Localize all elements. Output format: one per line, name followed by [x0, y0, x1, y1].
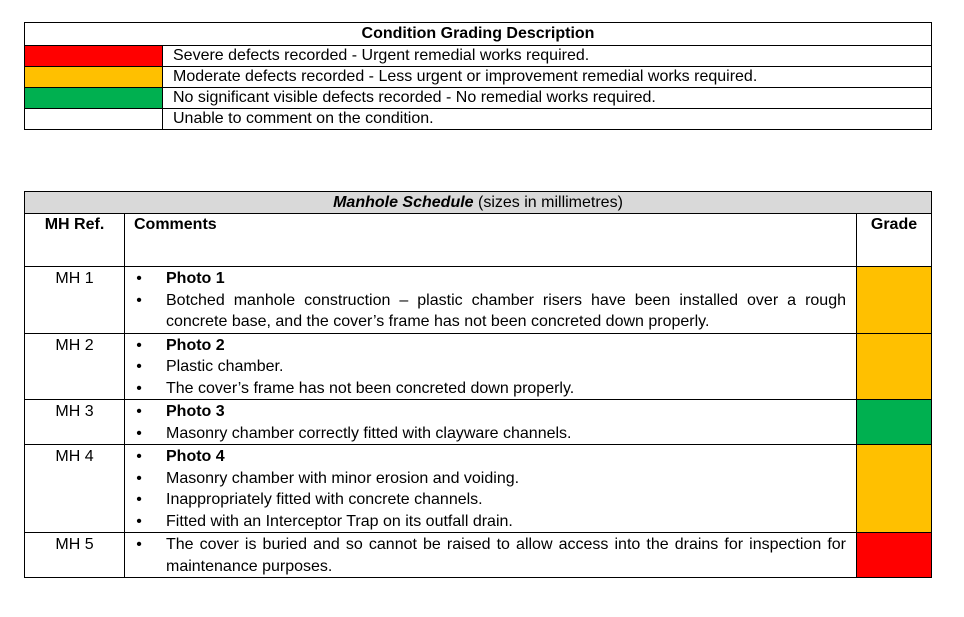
- column-header-comments: Comments: [125, 214, 857, 267]
- comment-text: Botched manhole construction – plastic chamber risers have been installed over a rough concrete base, and the cover’s frame has not been concreted down properly.: [166, 291, 846, 330]
- mh-ref: MH 4: [25, 445, 125, 533]
- bullet-icon: •: [136, 512, 142, 530]
- list-item: [125, 401, 846, 423]
- list-item: [125, 268, 846, 290]
- comment-text: Plastic chamber.: [166, 358, 284, 375]
- grade-swatch: [857, 400, 932, 445]
- grade-swatch: [857, 445, 932, 533]
- comment-text: The cover’s frame has not been concreted down properly.: [166, 379, 575, 397]
- grading-swatch-amber: [25, 67, 163, 88]
- mh-ref: MH 1: [25, 267, 125, 334]
- mh-ref: MH 3: [25, 400, 125, 445]
- grading-description: Moderate defects recorded - Less urgent or improvement remedial works required.: [163, 67, 932, 88]
- photo-reference: Photo 1: [166, 270, 225, 287]
- grading-description: No significant visible defects recorded - No remedial works required.: [163, 88, 932, 109]
- comment-text: The cover is buried and so cannot be raised to allow access into the drains for inspection for maintenance purposes.: [166, 536, 846, 575]
- schedule-title: [25, 192, 932, 214]
- mh-ref: MH 2: [25, 333, 125, 400]
- list-item: [125, 356, 846, 378]
- list-item: [125, 446, 846, 468]
- grading-description: Unable to comment on the condition.: [163, 109, 932, 130]
- comment-list: [125, 335, 846, 400]
- bullet-icon: •: [136, 270, 142, 287]
- table-row: [25, 333, 932, 400]
- comment-text: Masonry chamber correctly fitted with clayware channels.: [166, 424, 572, 442]
- condition-grading-table: [24, 22, 932, 130]
- list-item: [125, 468, 846, 490]
- comment-text: Fitted with an Interceptor Trap on its outfall drain.: [166, 512, 513, 530]
- bullet-icon: •: [136, 469, 142, 487]
- bullet-icon: •: [136, 424, 142, 442]
- grading-row: [25, 88, 932, 109]
- bullet-icon: •: [136, 379, 142, 397]
- column-header-ref: MH Ref.: [25, 214, 125, 267]
- bullet-icon: •: [136, 403, 142, 420]
- grading-row: [25, 67, 932, 88]
- comments-cell: [125, 445, 857, 533]
- grading-description: Severe defects recorded - Urgent remedial works required.: [163, 46, 932, 67]
- column-header-grade: Grade: [857, 214, 932, 267]
- table-row: [25, 267, 932, 334]
- bullet-icon: •: [136, 336, 142, 354]
- bullet-icon: •: [136, 448, 142, 465]
- list-item: [125, 489, 846, 511]
- grading-row: [25, 46, 932, 67]
- schedule-title-units: (sizes in millimetres): [473, 194, 623, 211]
- list-item: [125, 511, 846, 533]
- comment-text: Inappropriately fitted with concrete channels.: [166, 491, 483, 508]
- table-row: [25, 400, 932, 445]
- schedule-body: [25, 267, 932, 578]
- comments-cell: [125, 533, 857, 578]
- comment-text: Masonry chamber with minor erosion and voiding.: [166, 469, 520, 487]
- grade-swatch: [857, 533, 932, 578]
- list-item: [125, 423, 846, 445]
- schedule-title-name: Manhole Schedule: [333, 194, 474, 211]
- bullet-icon: •: [136, 536, 142, 553]
- photo-reference: Photo 4: [166, 448, 225, 465]
- comment-list: [125, 534, 846, 577]
- bullet-icon: •: [136, 291, 142, 309]
- bullet-icon: •: [136, 358, 142, 375]
- grade-swatch: [857, 333, 932, 400]
- bullet-icon: •: [136, 491, 142, 508]
- comments-cell: [125, 400, 857, 445]
- comment-list: [125, 446, 846, 532]
- table-row: [25, 533, 932, 578]
- grading-swatch-green: [25, 88, 163, 109]
- comments-cell: [125, 333, 857, 400]
- list-item: [125, 378, 846, 400]
- table-row: [25, 445, 932, 533]
- grade-swatch: [857, 267, 932, 334]
- grading-swatch-white: [25, 109, 163, 130]
- grading-row: [25, 109, 932, 130]
- photo-reference: Photo 3: [166, 403, 225, 420]
- comments-cell: [125, 267, 857, 334]
- list-item: [125, 335, 846, 357]
- list-item: [125, 290, 846, 333]
- manhole-schedule-table: [24, 191, 932, 578]
- list-item: [125, 534, 846, 577]
- comment-list: [125, 401, 846, 444]
- comment-list: [125, 268, 846, 333]
- mh-ref: MH 5: [25, 533, 125, 578]
- grading-title: Condition Grading Description: [25, 23, 932, 46]
- grading-swatch-red: [25, 46, 163, 67]
- photo-reference: Photo 2: [166, 336, 225, 354]
